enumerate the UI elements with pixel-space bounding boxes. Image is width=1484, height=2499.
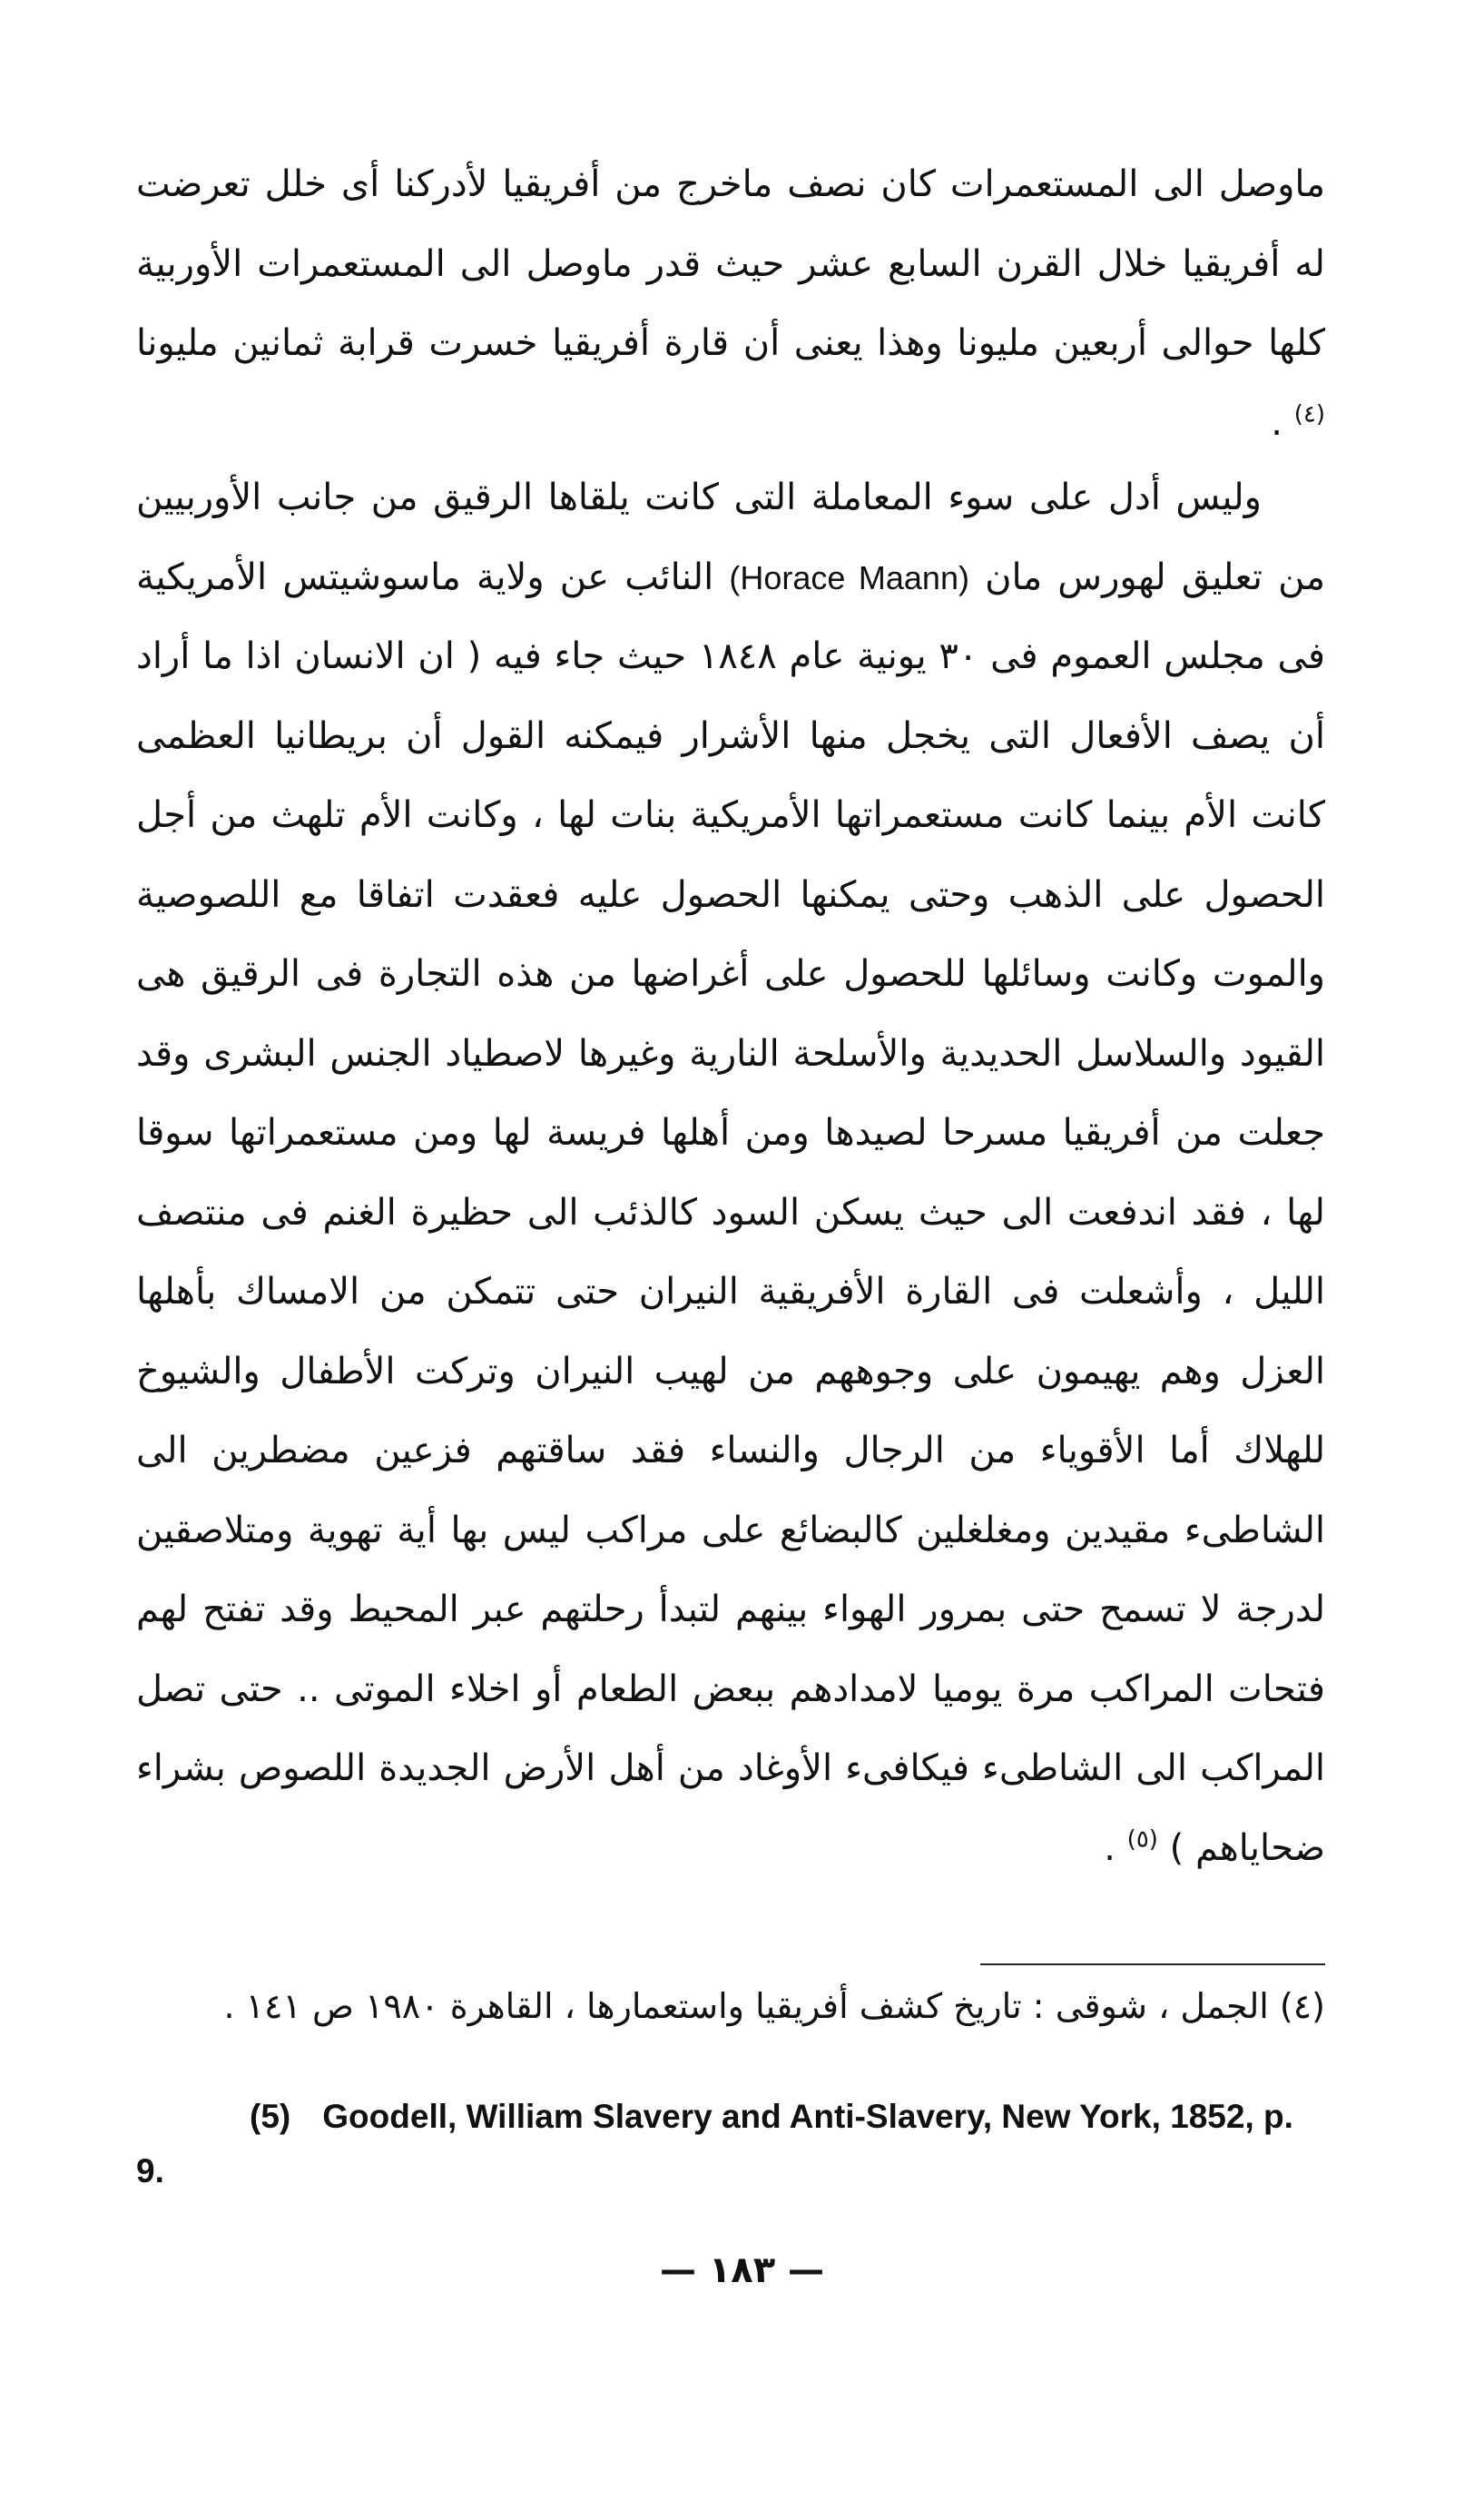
footnote-ref-5: (٥): [1126, 1825, 1158, 1854]
paragraph-2-text-a: وليس أدل على سوء المعاملة التى كانت يلقاها الرقيق من جانب الأوربيين من تعليق لهورس مان: [136, 477, 1326, 598]
footnote-5-text: Goodell, William Slavery and Anti-Slavery, New York, 1852, p. 9.: [136, 2098, 1293, 2189]
paragraph-1-end: .: [1271, 401, 1283, 444]
footnote-4-text: (٤) الجمل ، شوقى : تاريخ كشف أفريقيا واستعمارها ، القاهرة ١٩٨٠ ص ١٤١ .: [223, 1986, 1325, 2026]
paragraph-1: [136, 145, 1325, 463]
footnote-ref-4: (٤): [1293, 400, 1325, 428]
paragraph-2: [136, 458, 1325, 1888]
latin-name: (Horace Maann): [729, 558, 969, 596]
footnote-divider: [980, 1963, 1325, 1965]
page-number: — ١٨٣ —: [659, 2249, 825, 2291]
paragraph-2-end: .: [1104, 1826, 1115, 1869]
paragraph-2-text-b: النائب عن ولاية ماسوشيتس الأمريكية فى مجلس العموم فى ٣٠ يونية عام ١٨٤٨ حيث جاء فيه ( ان الانسان اذا ما أراد أن يصف الأفعال التى يخجل منها الأشرار فيمكنه القول أن بريطانيا العظمى كانت الأم بينما كانت مستعمراتها الأمريكية بنات لها ، وكانت الأم تلهث من أجل الحصول على الذهب وحتى يمكنها الحصول عليه فعقدت اتفاقا مع اللصوصية والموت وكانت وسائلها للحصول على أغراضها من هذه التجارة فى الرقيق هى القيود والسلاسل الحديدية والأسلحة النارية وغيرها لاصطياد الجنس البشرى وقد جعلت من أفريقيا مسرحا لصيدها ومن أهلها فريسة لها ومن مستعمراتها سوقا لها ، فقد اندفعت الى حيث يسكن السود كالذئب الى حظيرة الغنم فى منتصف الليل ، وأشعلت فى القارة الأفريقية النيران حتى تتمكن من الامساك بأهلها العزل وهم يهيمون على وجوههم من لهيب النيران وتركت الأطفال والشيوخ للهلاك أما الأقوياء من الرجال والنساء فقد ساقتهم فزعين مضطرين الى الشاطىء مقيدين ومغلغلين كالبضائع على مراكب ليس بها أية تهوية ومتلاصقين لدرجة لا تسمح حتى بمرور الهواء بينهم لتبدأ رحلتهم عبر المحيط وقد تفتح لهم فتحات المراكب مرة يوميا لامدادهم ببعض الطعام أو اخلاء الموتى .. حتى تصل المراكب الى الشاطىء فيكافىء الأوغاد من أهل الأرض الجديدة اللصوص بشراء ضحاياهم ): [136, 556, 1325, 1869]
footnote-4: [136, 1977, 1325, 2035]
footnote-5-number: (5): [250, 2098, 291, 2135]
footnote-5: [136, 2090, 1325, 2199]
paragraph-1-text: ماوصل الى المستعمرات كان نصف ماخرج من أفريقيا لأدركنا أى خلل تعرضت له أفريقيا خلال القرن السابع عشر حيث قدر ماوصل الى المستعمرات الأوربية كلها حوالى أربعين مليونا وهذا يعنى أن قارة أفريقيا خسرت قرابة ثمانين مليونا: [136, 163, 1325, 364]
